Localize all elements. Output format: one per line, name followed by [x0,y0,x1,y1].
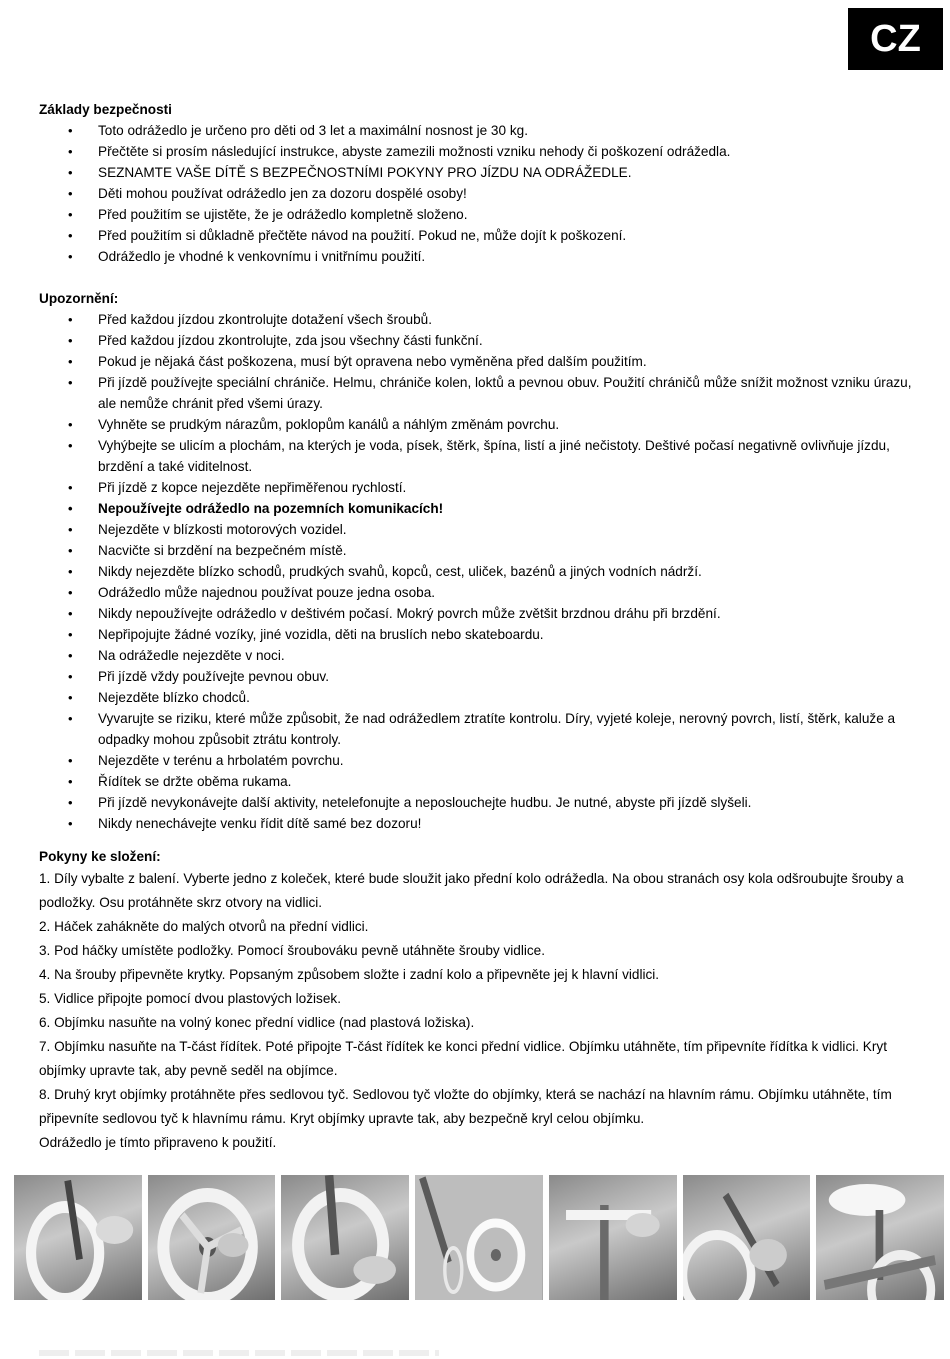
faint-footer-text [39,1350,439,1356]
assembly-photo [683,1175,811,1300]
list-item: • Nikdy nejezděte blízko schodů, prudkých svahů, kopců, cest, uliček, bazénů a jiných vodních nádrží. [39,561,919,582]
list-item: • Vyhýbejte se ulicím a plochám, na kterých je voda, písek, štěrk, špína, listí a jiné nečistoty. Deštivé počasí negativně ovlivňuje jízdu, brzdění a také viditelnost. [39,435,919,477]
list-item: • Na odrážedle nejezděte v noci. [39,645,919,666]
list-item: • Při jízdě vždy používejte pevnou obuv. [39,666,919,687]
list-item: • Nepřipojujte žádné vozíky, jiné vozidla, děti na bruslích nebo skateboardu. [39,624,919,645]
list-item: • Odrážedlo je vhodné k venkovnímu i vnitřnímu použití. [39,246,919,267]
assembly-step: 5. Vidlice připojte pomocí dvou plastových ložisek. [39,991,341,1006]
assembly-photo-strip [14,1175,944,1300]
document-body [39,99,919,1155]
warning-heading: Upozornění: [39,291,119,306]
list-item: • Při jízdě z kopce nejezděte nepřiměřenou rychlostí. [39,477,919,498]
assembly-step: 7. Objímku nasuňte na T-část řídítek. Poté připojte T-část řídítek ke konci přední vidlice. Objímku utáhněte, tím připevníte řídítka k vidlici. Kryt objímky upravte tak, aby pevně seděl na objímce. [39,1039,887,1078]
assembly-photo [281,1175,409,1300]
assembly-heading: Pokyny ke složení: [39,849,161,864]
list-item: • Vyvarujte se riziku, které může způsobit, že nad odrážedlem ztratíte kontrolu. Díry, vyjeté koleje, nerovný povrch, listí, štěrk, kaluže a odpadky mohou způsobit ztrátu kontroly. [39,708,919,750]
list-item: • Děti mohou používat odrážedlo jen za dozoru dospělé osoby! [39,183,919,204]
safety-heading: Základy bezpečnosti [39,102,172,117]
assembly-step: 2. Háček zahákněte do malých otvorů na přední vidlici. [39,919,369,934]
assembly-step: 3. Pod háčky umístěte podložky. Pomocí šroubováku pevně utáhněte šrouby vidlice. [39,943,546,958]
list-item: • Toto odrážedlo je určeno pro děti od 3 let a maximální nosnost je 30 kg. [39,120,919,141]
list-item: • Nikdy nenechávejte venku řídit dítě samé bez dozoru! [39,813,919,834]
list-item: • Nejezděte blízko chodců. [39,687,919,708]
warning-list [39,309,919,834]
assembly-photo [816,1175,944,1300]
list-item: • Při jízdě používejte speciální chrániče. Helmu, chrániče kolen, loktů a pevnou obuv. Použití chráničů může snížit možnost vzniku úrazu, ale nemůže chránit před všemi úrazy. [39,372,919,414]
assembly-photo [549,1175,677,1300]
assembly-step: Odrážedlo je tímto připraveno k použití. [39,1135,277,1150]
list-item: • Řídítek se držte oběma rukama. [39,771,919,792]
list-item: • Při jízdě nevykonávejte další aktivity, netelefonujte a neposlouchejte hudbu. Je nutné, abyste při jízdě slyšeli. [39,792,919,813]
assembly-photo [14,1175,142,1300]
assembly-step: 6. Objímku nasuňte na volný konec přední vidlice (nad plastová ložiska). [39,1015,475,1030]
list-item: • Před použitím se ujistěte, že je odrážedlo kompletně složeno. [39,204,919,225]
list-item: • Pokud je nějaká část poškozena, musí být opravena nebo vyměněna před dalším použitím. [39,351,919,372]
assembly-photo [415,1175,543,1300]
list-item: • Přečtěte si prosím následující instrukce, abyste zamezili možnosti vzniku nehody či poškození odrážedla. [39,141,919,162]
assembly-step: 8. Druhý kryt objímky protáhněte přes sedlovou tyč. Sedlovou tyč vložte do objímky, která se nachází na hlavním rámu. Objímku utáhněte, tím připevníte sedlovou tyč k hlavnímu rámu. Kryt objímky upravte tak, aby bezpečně kryl celou objímku. [39,1087,892,1126]
list-item: • Před každou jízdou zkontrolujte, zda jsou všechny části funkční. [39,330,919,351]
list-item: • Odrážedlo může najednou používat pouze jedna osoba. [39,582,919,603]
list-item: • Nikdy nepoužívejte odrážedlo v deštivém počasí. Mokrý povrch může zvětšit brzdnou dráhu při brzdění. [39,603,919,624]
language-badge: CZ [848,8,943,70]
list-item: • Vyhněte se prudkým nárazům, poklopům kanálů a náhlým změnám povrchu. [39,414,919,435]
list-item: • SEZNAMTE VAŠE DÍTĚ S BEZPEČNOSTNÍMI POKYNY PRO JÍZDU NA ODRÁŽEDLE. [39,162,919,183]
safety-list [39,120,919,267]
assembly-step: 4. Na šrouby připevněte krytky. Popsaným způsobem složte i zadní kolo a připevněte jej k hlavní vidlici. [39,967,660,982]
list-item: • Před použitím si důkladně přečtěte návod na použití. Pokud ne, může dojít k poškození. [39,225,919,246]
list-item: • Nepoužívejte odrážedlo na pozemních komunikacích! [39,498,919,519]
list-item: • Nejezděte v blízkosti motorových vozidel. [39,519,919,540]
assembly-step: 1. Díly vybalte z balení. Vyberte jedno z koleček, které bude sloužit jako přední kolo odrážedla. Na obou stranách osy kola odšroubujte šrouby a podložky. Osu protáhněte skrz otvory na vidlici. [39,871,904,910]
assembly-steps [39,867,919,1155]
list-item: • Před každou jízdou zkontrolujte dotažení všech šroubů. [39,309,919,330]
list-item: • Nejezděte v terénu a hrbolatém povrchu. [39,750,919,771]
list-item: • Nacvičte si brzdění na bezpečném místě. [39,540,919,561]
assembly-photo [148,1175,276,1300]
